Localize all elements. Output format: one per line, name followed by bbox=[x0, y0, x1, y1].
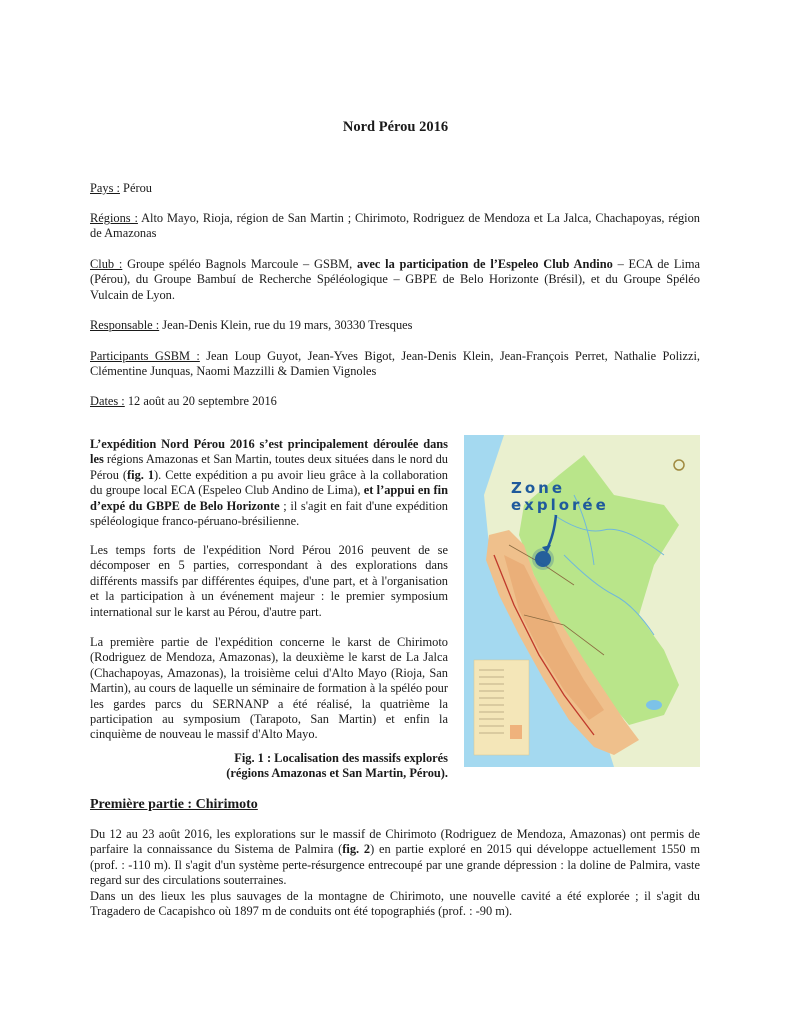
caption-line: (régions Amazonas et San Martin, Pérou). bbox=[226, 766, 448, 781]
field-value: Pérou bbox=[119, 181, 152, 195]
field-responsable bbox=[90, 318, 700, 333]
intro-paragraph-1 bbox=[90, 437, 448, 529]
peru-map-image bbox=[464, 435, 700, 767]
field-pays bbox=[90, 181, 700, 196]
field-value: Jean Loup Guyot, Jean-Yves Bigot, Jean-Denis Klein, Jean-François Perret, Nathalie Polizzi, Clémentine Junquas, Naomi Mazzilli & Damien Vignoles bbox=[90, 349, 700, 379]
zone-exploree-label bbox=[511, 480, 609, 514]
intro-text: La première partie de l'expédition concerne le karst de Chirimoto (Rodriguez de Mendoza, Amazonas), la deuxième le karst de La Jalca (Chachapoyas, Amazonas), la troisième celui d'Alto Mayo (Rioja, San Martin), au cours de laquelle un séminaire de formation à la spéléo pour les gardes parcs du SERNANP a été réalisé, la quatrième la participation au symposium (Tarapoto, San Martin) et enfin la cinquième de nouveau le massif d'Alto Mayo. bbox=[90, 635, 448, 742]
body-text: Dans un des lieux les plus sauvages de la montagne de Chirimoto, une nouvelle cavité a été explorée ; il s'agit du Tragadero de Cacapishco où 1897 m de conduits ont été topographiés (prof. : -90 m). bbox=[90, 888, 700, 919]
zone-label-line: Zone bbox=[511, 479, 566, 497]
field-label: Régions : bbox=[90, 211, 138, 225]
field-label: Responsable : bbox=[90, 318, 160, 332]
intro-text: ; il s'agit en fait d'une expédition spéléologique franco-péruano-brésilienne. bbox=[90, 498, 448, 529]
field-label: Dates : bbox=[90, 394, 125, 408]
figure-reference: fig. 2 bbox=[342, 842, 371, 857]
body-text: Du 12 au 23 août 2016, les explorations sur le massif de Chirimoto (Rodriguez de Mendoza, Amazonas) ont permis de parfaire la connaissance du Sistema de Palmira ( bbox=[90, 827, 700, 857]
intro-bold-text: et l’appui en fin d’expé du GBPE de Belo Horizonte bbox=[90, 483, 448, 513]
intro-bold-text: L’expédition Nord Pérou 2016 s’est principalement déroulée dans les bbox=[90, 437, 448, 467]
intro-paragraph-3 bbox=[90, 635, 448, 743]
section-heading: Première partie : Chirimoto bbox=[90, 797, 258, 812]
field-value: Jean-Denis Klein, rue du 19 mars, 30330 Tresques bbox=[159, 318, 413, 332]
intro-text: ). Cette expédition a pu avoir lieu grâce à la collaboration du groupe local ECA (Espeleo Club Andino de Lima), bbox=[90, 467, 448, 498]
zone-label-line: explorée bbox=[511, 496, 609, 514]
field-label: Club : bbox=[90, 257, 123, 271]
field-participants bbox=[90, 349, 700, 380]
intro-text: Les temps forts de l'expédition Nord Pérou 2016 peuvent de se décomposer en 5 parties, correspondant à des explorations dans différents massifs par différentes équipes, d'une part, et à l'organisation et la participation à un événement majeur : le premier symposium international sur le karst au Pérou, d'autre part. bbox=[90, 543, 448, 619]
field-value-bold: avec la participation de l’Espeleo Club Andino bbox=[357, 257, 613, 271]
field-club bbox=[90, 257, 700, 303]
field-regions bbox=[90, 211, 700, 242]
field-value: Alto Mayo, Rioja, région de San Martin ; Chirimoto, Rodriguez de Mendoza et La Jalca, Chachapoyas, région de Amazonas bbox=[90, 211, 701, 241]
field-label: Pays : bbox=[90, 181, 120, 195]
intro-text: régions Amazonas et San Martin, toutes deux situées dans le nord du Pérou ( bbox=[90, 452, 448, 482]
field-dates bbox=[90, 394, 700, 409]
figure-caption bbox=[190, 751, 448, 782]
page-title: Nord Pérou 2016 bbox=[342, 119, 449, 135]
field-value: 12 août au 20 septembre 2016 bbox=[124, 394, 277, 408]
field-value: – ECA de Lima (Pérou), du Groupe Bambuí de Recherche Spéléologique – GBPE de Belo Horizonte (Brésil), et du Groupe Spéléo Vulcain de Lyon. bbox=[90, 257, 700, 302]
field-value: Groupe spéléo Bagnols Marcoule – GSBM, bbox=[122, 257, 357, 271]
intro-paragraph-2 bbox=[90, 543, 448, 620]
caption-line: Fig. 1 : Localisation des massifs explorés bbox=[234, 751, 448, 765]
field-label: Participants GSBM : bbox=[90, 349, 200, 363]
figure-reference: fig. 1 bbox=[127, 467, 155, 482]
section-body bbox=[90, 827, 700, 919]
body-text: ) en partie exploré en 2015 qui développe actuellement 1550 m (prof. : -110 m). Il s'agit d'un système perte-résurgence entrecoupé par une grande dépression : la doline de Palmira, vaste regard sur des circulations souterraines. bbox=[90, 842, 700, 888]
